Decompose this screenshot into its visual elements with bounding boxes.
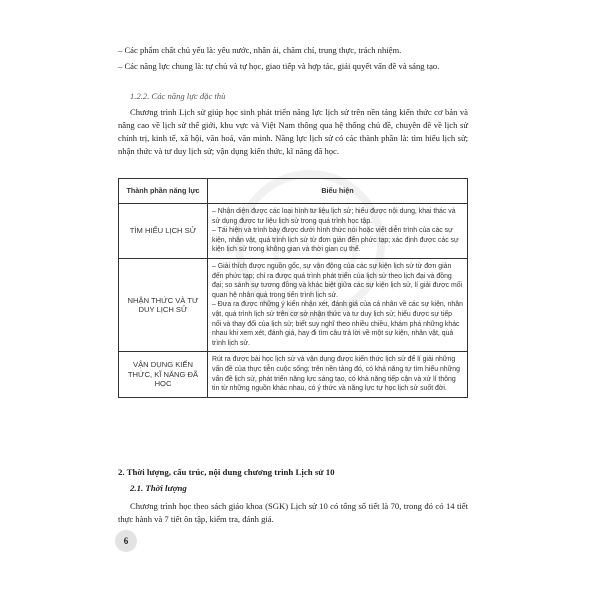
- row-name-tim-hieu: TÌM HIỂU LỊCH SỬ: [119, 204, 208, 259]
- subsection-title-1-2-2: 1.2.2. Các năng lực đặc thù: [130, 91, 226, 101]
- point: – Đưa ra được những ý kiến nhận xét, đánh giá của cá nhân về các sự kiện, nhân vật, quá trình lịch sử trên cơ sở nhận thức và tư duy lịch sử; hiểu được sự tiếp nối và thay đổi của lịch sử; biết suy nghĩ theo nhiều chiều, khám phá những khác nhau khi xem xét, đánh giá, hay đi tìm câu trả lời về một sự kiện, nhân vật, quá trình lịch sử.: [212, 301, 463, 347]
- table-row: [119, 258, 468, 351]
- table-row: [119, 204, 468, 259]
- page-number: 6: [115, 530, 137, 552]
- section-2-1-heading: 2.1. Thời lượng: [130, 483, 187, 493]
- point: – Tái hiện và trình bày được dưới hình thức nói hoặc viết diễn trình của các sự kiện, nhân vật, quá trình lịch sử từ đơn giản đến phức tạp; xác định được các sự kiện lịch sử trong không gian và thời gian cụ thể.: [212, 227, 459, 254]
- table-header-expression: Biểu hiện: [208, 179, 468, 204]
- row-content-van-dung: [208, 352, 468, 397]
- time-paragraph: Chương trình học theo sách giáo khoa (SGK) Lịch sử 10 có tổng số tiết là 70, trong đó có 14 tiết thực hành và 7 tiết ôn tập, kiểm tra, đánh giá.: [118, 501, 468, 524]
- section-2-heading: 2. Thời lượng, cấu trúc, nội dung chương trình Lịch sử 10: [118, 467, 335, 477]
- row-content-nhan-thuc: [208, 258, 468, 351]
- row-content-tim-hieu: [208, 204, 468, 259]
- row-name-nhan-thuc: NHẬN THỨC VÀ TƯ DUY LỊCH SỬ: [119, 258, 208, 351]
- row-name-van-dung: VẬN DỤNG KIẾN THỨC, KĨ NĂNG ĐÃ HỌC: [119, 352, 208, 397]
- point: – Nhận diện được các loại hình tư liệu lịch sử; hiểu được nội dung, khai thác và sử dụng được tư liệu lịch sử trong quá trình học tập.: [212, 208, 456, 225]
- bullet-competencies: – Các năng lực chung là: tự chủ và tự học, giao tiếp và hợp tác, giải quyết vấn đề và sáng tạo.: [118, 61, 440, 71]
- bullet-qualities: – Các phẩm chất chủ yếu là: yêu nước, nhân ái, chăm chỉ, trung thực, trách nhiệm.: [118, 45, 402, 55]
- intro-paragraph: Chương trình Lịch sử giúp học sinh phát triển năng lực lịch sử trên nền tảng kiến thức cơ bản và nâng cao về lịch sử thế giới, khu vực và Việt Nam thông qua hệ thống chủ đề, chuyên đề về lịch sử chính trị, kinh tế, xã hội, văn hoá, văn minh. Năng lực lịch sử có các thành phần là: tìm hiểu lịch sử; nhận thức và tư duy lịch sử; vận dụng kiến thức, kĩ năng đã học.: [118, 107, 468, 156]
- competency-table: [118, 178, 468, 398]
- table-header-component: Thành phần năng lực: [119, 179, 208, 204]
- table-row: [119, 352, 468, 397]
- table-header-row: [119, 179, 468, 204]
- point: Rút ra được bài học lịch sử và vận dụng được kiến thức lịch sử để lí giải những vấn đề của thực tiễn cuộc sống; trên nền tảng đó, có khả năng tự tìm hiểu những vấn đề lịch sử, phát triển năng lực sáng tạo, có khả năng tiếp cận và xử lí thông tin từ những nguồn khác nhau, có ý thức và năng lực tự học lịch sử suốt đời.: [212, 356, 460, 393]
- point: – Giải thích được nguồn gốc, sự vận động của các sự kiện lịch sử từ đơn giản đến phức tạp; chỉ ra được quá trình phát triển của lịch sử theo lịch đại và đồng đại; so sánh sự tương đồng và khác biệt giữa các sự kiện lịch sử, lí giải được mối quan hệ nhân quả trong tiến trình lịch sử.: [212, 262, 463, 299]
